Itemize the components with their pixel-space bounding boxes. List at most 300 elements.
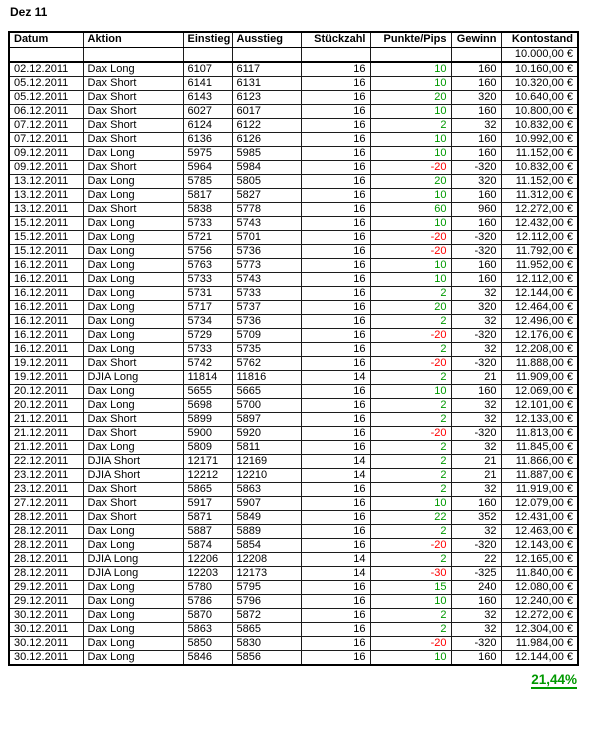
- cell-gewinn: 160: [451, 496, 501, 510]
- cell-gewinn: 160: [451, 272, 501, 286]
- cell-datum: 13.12.2011: [9, 188, 83, 202]
- cell-ausstieg: 5805: [232, 174, 301, 188]
- table-row: [9, 272, 578, 286]
- cell-ausstieg: 5701: [232, 230, 301, 244]
- cell-einstieg: 5917: [183, 496, 232, 510]
- cell-stueckzahl: 14: [301, 454, 370, 468]
- cell-einstieg: 6143: [183, 90, 232, 104]
- cell-gewinn: -325: [451, 566, 501, 580]
- cell-ausstieg: 6123: [232, 90, 301, 104]
- cell-gewinn: -320: [451, 160, 501, 174]
- cell-einstieg: 5655: [183, 384, 232, 398]
- cell-gewinn: 32: [451, 412, 501, 426]
- cell-datum: 29.12.2011: [9, 594, 83, 608]
- cell-kontostand: 10.640,00 €: [501, 90, 578, 104]
- cell-datum: 15.12.2011: [9, 244, 83, 258]
- cell-gewinn: -320: [451, 356, 501, 370]
- cell-stueckzahl: 16: [301, 482, 370, 496]
- cell-ausstieg: 5762: [232, 356, 301, 370]
- col-header-stueckzahl: Stückzahl: [301, 32, 370, 47]
- cell-ausstieg: 6131: [232, 76, 301, 90]
- cell-aktion: Dax Long: [83, 580, 183, 594]
- cell-stueckzahl: 16: [301, 426, 370, 440]
- table-row: [9, 594, 578, 608]
- cell-gewinn: 320: [451, 300, 501, 314]
- cell-ausstieg: 5743: [232, 216, 301, 230]
- cell-datum: 07.12.2011: [9, 132, 83, 146]
- cell-kontostand: 12.144,00 €: [501, 286, 578, 300]
- cell-stueckzahl: 14: [301, 370, 370, 384]
- cell-kontostand: 10.320,00 €: [501, 76, 578, 90]
- cell-kontostand: 12.165,00 €: [501, 552, 578, 566]
- cell-gewinn: 160: [451, 594, 501, 608]
- cell-gewinn: 160: [451, 216, 501, 230]
- cell-einstieg: 12206: [183, 552, 232, 566]
- cell-einstieg: 5763: [183, 258, 232, 272]
- cell-aktion: Dax Long: [83, 244, 183, 258]
- cell-datum: 05.12.2011: [9, 76, 83, 90]
- cell-datum: 09.12.2011: [9, 146, 83, 160]
- cell-aktion: Dax Short: [83, 482, 183, 496]
- cell-stueckzahl: 14: [301, 552, 370, 566]
- cell-stueckzahl: 16: [301, 216, 370, 230]
- cell-punkte-pips: 10: [370, 496, 451, 510]
- cell-ausstieg: 12173: [232, 566, 301, 580]
- cell-datum: 23.12.2011: [9, 468, 83, 482]
- cell-kontostand: 12.101,00 €: [501, 398, 578, 412]
- cell-stueckzahl: 16: [301, 398, 370, 412]
- cell-datum: 16.12.2011: [9, 258, 83, 272]
- cell-gewinn: 32: [451, 482, 501, 496]
- cell-kontostand: 12.432,00 €: [501, 216, 578, 230]
- table-row: [9, 398, 578, 412]
- cell-ausstieg: 5984: [232, 160, 301, 174]
- table-row: [9, 300, 578, 314]
- cell-datum: 15.12.2011: [9, 230, 83, 244]
- cell-punkte-pips: -20: [370, 160, 451, 174]
- table-row: [9, 552, 578, 566]
- cell-aktion: DJIA Short: [83, 454, 183, 468]
- cell-einstieg: 5786: [183, 594, 232, 608]
- cell-stueckzahl: 16: [301, 62, 370, 77]
- cell-punkte-pips: 2: [370, 482, 451, 496]
- table-row: [9, 538, 578, 552]
- cell-kontostand: 11.840,00 €: [501, 566, 578, 580]
- cell-einstieg: 5846: [183, 650, 232, 665]
- col-header-datum: Datum: [9, 32, 83, 47]
- cell-datum: 09.12.2011: [9, 160, 83, 174]
- cell-kontostand: 11.919,00 €: [501, 482, 578, 496]
- table-row: [9, 230, 578, 244]
- cell-punkte-pips: 20: [370, 90, 451, 104]
- cell-einstieg: 6107: [183, 62, 232, 77]
- cell-punkte-pips: 60: [370, 202, 451, 216]
- cell-gewinn: 32: [451, 342, 501, 356]
- cell-punkte-pips: 2: [370, 412, 451, 426]
- table-row: [9, 132, 578, 146]
- cell-ausstieg: 5856: [232, 650, 301, 665]
- cell-datum: 16.12.2011: [9, 314, 83, 328]
- cell-punkte-pips: 2: [370, 118, 451, 132]
- table-row: [9, 384, 578, 398]
- cell-datum: 16.12.2011: [9, 300, 83, 314]
- cell-datum: 16.12.2011: [9, 328, 83, 342]
- cell-datum: 16.12.2011: [9, 272, 83, 286]
- cell-gewinn: -320: [451, 244, 501, 258]
- cell-stueckzahl: 16: [301, 314, 370, 328]
- cell-stueckzahl: 16: [301, 202, 370, 216]
- cell-kontostand: 12.112,00 €: [501, 230, 578, 244]
- cell-kontostand: 10.160,00 €: [501, 62, 578, 77]
- cell-datum: 21.12.2011: [9, 440, 83, 454]
- cell-datum: 30.12.2011: [9, 608, 83, 622]
- cell-einstieg: 6124: [183, 118, 232, 132]
- cell-punkte-pips: 2: [370, 622, 451, 636]
- cell-aktion: Dax Long: [83, 328, 183, 342]
- cell-datum: 28.12.2011: [9, 510, 83, 524]
- cell-punkte-pips: 10: [370, 650, 451, 665]
- cell-einstieg: 12212: [183, 468, 232, 482]
- table-row: [9, 608, 578, 622]
- cell-datum: 19.12.2011: [9, 370, 83, 384]
- cell-kontostand: 10.832,00 €: [501, 118, 578, 132]
- cell-punkte-pips: -20: [370, 244, 451, 258]
- cell-kontostand: 11.152,00 €: [501, 174, 578, 188]
- cell-stueckzahl: 16: [301, 594, 370, 608]
- table-row: [9, 216, 578, 230]
- cell-punkte-pips: 2: [370, 454, 451, 468]
- cell-stueckzahl: 16: [301, 580, 370, 594]
- cell-stueckzahl: 16: [301, 286, 370, 300]
- cell-kontostand: 12.463,00 €: [501, 524, 578, 538]
- cell-aktion: Dax Long: [83, 636, 183, 650]
- cell-kontostand: 12.143,00 €: [501, 538, 578, 552]
- cell-punkte-pips: 10: [370, 258, 451, 272]
- cell-stueckzahl: 16: [301, 132, 370, 146]
- cell-punkte-pips: 2: [370, 398, 451, 412]
- table-row: [9, 90, 578, 104]
- cell-gewinn: 32: [451, 286, 501, 300]
- cell-gewinn: 21: [451, 468, 501, 482]
- cell-ausstieg: 5985: [232, 146, 301, 160]
- cell-datum: 28.12.2011: [9, 538, 83, 552]
- cell-aktion: Dax Long: [83, 538, 183, 552]
- cell-aktion: DJIA Short: [83, 468, 183, 482]
- total-return: [0, 672, 577, 687]
- cell-kontostand: 10.992,00 €: [501, 132, 578, 146]
- cell-datum: 21.12.2011: [9, 426, 83, 440]
- cell-datum: 13.12.2011: [9, 174, 83, 188]
- cell-stueckzahl: 16: [301, 272, 370, 286]
- cell-kontostand: 12.208,00 €: [501, 342, 578, 356]
- cell-stueckzahl: 16: [301, 510, 370, 524]
- cell-stueckzahl: 14: [301, 468, 370, 482]
- table-row: [9, 510, 578, 524]
- cell-aktion: Dax Short: [83, 356, 183, 370]
- cell-punkte-pips: 22: [370, 510, 451, 524]
- cell-einstieg: [183, 47, 232, 62]
- cell-aktion: Dax Short: [83, 90, 183, 104]
- cell-kontostand: 12.464,00 €: [501, 300, 578, 314]
- cell-gewinn: -320: [451, 538, 501, 552]
- cell-aktion: Dax Long: [83, 230, 183, 244]
- cell-stueckzahl: 16: [301, 440, 370, 454]
- cell-gewinn: 160: [451, 104, 501, 118]
- cell-aktion: Dax Long: [83, 650, 183, 665]
- cell-punkte-pips: 2: [370, 524, 451, 538]
- cell-stueckzahl: 16: [301, 524, 370, 538]
- cell-einstieg: 5734: [183, 314, 232, 328]
- cell-kontostand: 10.000,00 €: [501, 47, 578, 62]
- cell-punkte-pips: 10: [370, 188, 451, 202]
- cell-gewinn: 32: [451, 524, 501, 538]
- cell-punkte-pips: 2: [370, 342, 451, 356]
- cell-einstieg: 12171: [183, 454, 232, 468]
- cell-aktion: Dax Long: [83, 272, 183, 286]
- cell-datum: 28.12.2011: [9, 524, 83, 538]
- cell-punkte-pips: 2: [370, 314, 451, 328]
- col-header-einstieg: Einstieg: [183, 32, 232, 47]
- cell-datum: [9, 47, 83, 62]
- cell-einstieg: 5871: [183, 510, 232, 524]
- cell-kontostand: 11.312,00 €: [501, 188, 578, 202]
- cell-stueckzahl: 16: [301, 146, 370, 160]
- cell-aktion: Dax Short: [83, 496, 183, 510]
- cell-einstieg: 5964: [183, 160, 232, 174]
- cell-aktion: Dax Long: [83, 594, 183, 608]
- cell-einstieg: 5717: [183, 300, 232, 314]
- cell-kontostand: 12.176,00 €: [501, 328, 578, 342]
- cell-gewinn: 32: [451, 398, 501, 412]
- cell-punkte-pips: -20: [370, 538, 451, 552]
- cell-aktion: Dax Long: [83, 398, 183, 412]
- cell-gewinn: 32: [451, 440, 501, 454]
- cell-ausstieg: 5827: [232, 188, 301, 202]
- cell-kontostand: 12.240,00 €: [501, 594, 578, 608]
- cell-gewinn: 21: [451, 454, 501, 468]
- cell-einstieg: 5729: [183, 328, 232, 342]
- table-row: [9, 636, 578, 650]
- cell-einstieg: 5721: [183, 230, 232, 244]
- cell-stueckzahl: 16: [301, 76, 370, 90]
- cell-datum: 20.12.2011: [9, 384, 83, 398]
- cell-aktion: Dax Short: [83, 160, 183, 174]
- cell-kontostand: 12.080,00 €: [501, 580, 578, 594]
- cell-ausstieg: 12208: [232, 552, 301, 566]
- table-row: [9, 342, 578, 356]
- cell-aktion: Dax Long: [83, 258, 183, 272]
- cell-aktion: Dax Long: [83, 342, 183, 356]
- cell-stueckzahl: 16: [301, 496, 370, 510]
- table-row: [9, 440, 578, 454]
- cell-ausstieg: 5700: [232, 398, 301, 412]
- cell-gewinn: 160: [451, 146, 501, 160]
- cell-kontostand: 12.144,00 €: [501, 650, 578, 665]
- cell-stueckzahl: 16: [301, 244, 370, 258]
- cell-aktion: Dax Long: [83, 286, 183, 300]
- total-return-value: 21,44%: [531, 671, 577, 687]
- cell-kontostand: 12.133,00 €: [501, 412, 578, 426]
- cell-punkte-pips: 2: [370, 370, 451, 384]
- cell-gewinn: 160: [451, 188, 501, 202]
- cell-punkte-pips: 2: [370, 468, 451, 482]
- initial-balance-row: [9, 47, 578, 62]
- cell-datum: 07.12.2011: [9, 118, 83, 132]
- cell-kontostand: 10.832,00 €: [501, 160, 578, 174]
- cell-einstieg: 5817: [183, 188, 232, 202]
- cell-gewinn: 320: [451, 174, 501, 188]
- cell-datum: 13.12.2011: [9, 202, 83, 216]
- cell-gewinn: 352: [451, 510, 501, 524]
- cell-einstieg: 6027: [183, 104, 232, 118]
- cell-einstieg: 5698: [183, 398, 232, 412]
- cell-punkte-pips: 2: [370, 440, 451, 454]
- cell-punkte-pips: 10: [370, 132, 451, 146]
- cell-gewinn: 32: [451, 608, 501, 622]
- cell-kontostand: 10.800,00 €: [501, 104, 578, 118]
- cell-aktion: Dax Long: [83, 174, 183, 188]
- cell-aktion: Dax Short: [83, 118, 183, 132]
- cell-stueckzahl: 16: [301, 258, 370, 272]
- table-row: [9, 356, 578, 370]
- cell-kontostand: 12.431,00 €: [501, 510, 578, 524]
- cell-kontostand: 11.813,00 €: [501, 426, 578, 440]
- cell-einstieg: 5742: [183, 356, 232, 370]
- cell-datum: 02.12.2011: [9, 62, 83, 77]
- cell-einstieg: 6136: [183, 132, 232, 146]
- table-row: [9, 482, 578, 496]
- cell-ausstieg: 5872: [232, 608, 301, 622]
- cell-ausstieg: 5907: [232, 496, 301, 510]
- table-row: [9, 118, 578, 132]
- cell-aktion: DJIA Long: [83, 552, 183, 566]
- cell-kontostand: 12.272,00 €: [501, 608, 578, 622]
- cell-ausstieg: 5743: [232, 272, 301, 286]
- cell-datum: 28.12.2011: [9, 552, 83, 566]
- table-row: [9, 202, 578, 216]
- cell-punkte-pips: 10: [370, 104, 451, 118]
- cell-datum: 21.12.2011: [9, 412, 83, 426]
- cell-gewinn: 160: [451, 258, 501, 272]
- cell-ausstieg: 5735: [232, 342, 301, 356]
- cell-aktion: Dax Short: [83, 426, 183, 440]
- table-row: [9, 468, 578, 482]
- cell-aktion: Dax Long: [83, 622, 183, 636]
- cell-einstieg: 6141: [183, 76, 232, 90]
- cell-gewinn: 160: [451, 384, 501, 398]
- table-row: [9, 412, 578, 426]
- cell-kontostand: 11.887,00 €: [501, 468, 578, 482]
- cell-einstieg: 5900: [183, 426, 232, 440]
- cell-ausstieg: 5920: [232, 426, 301, 440]
- cell-ausstieg: 5773: [232, 258, 301, 272]
- cell-ausstieg: 5849: [232, 510, 301, 524]
- cell-stueckzahl: 16: [301, 622, 370, 636]
- cell-datum: 30.12.2011: [9, 636, 83, 650]
- table-row: [9, 188, 578, 202]
- cell-ausstieg: 5811: [232, 440, 301, 454]
- cell-ausstieg: 5865: [232, 622, 301, 636]
- cell-aktion: DJIA Long: [83, 370, 183, 384]
- header-row: [9, 32, 578, 47]
- cell-aktion: Dax Short: [83, 76, 183, 90]
- trades-table: [8, 31, 579, 666]
- cell-ausstieg: 12210: [232, 468, 301, 482]
- table-row: [9, 454, 578, 468]
- cell-gewinn: 160: [451, 62, 501, 77]
- cell-einstieg: 5975: [183, 146, 232, 160]
- cell-stueckzahl: 16: [301, 160, 370, 174]
- cell-punkte-pips: 10: [370, 272, 451, 286]
- cell-einstieg: 5874: [183, 538, 232, 552]
- cell-gewinn: 160: [451, 650, 501, 665]
- cell-ausstieg: 5737: [232, 300, 301, 314]
- cell-ausstieg: 6122: [232, 118, 301, 132]
- table-row: [9, 76, 578, 90]
- cell-ausstieg: [232, 47, 301, 62]
- cell-ausstieg: 5736: [232, 244, 301, 258]
- cell-einstieg: 5838: [183, 202, 232, 216]
- table-row: [9, 524, 578, 538]
- cell-einstieg: 5785: [183, 174, 232, 188]
- cell-punkte-pips: 10: [370, 384, 451, 398]
- cell-ausstieg: 5733: [232, 286, 301, 300]
- cell-punkte-pips: -20: [370, 356, 451, 370]
- cell-einstieg: 11814: [183, 370, 232, 384]
- cell-einstieg: 5733: [183, 272, 232, 286]
- cell-stueckzahl: 16: [301, 538, 370, 552]
- table-row: [9, 244, 578, 258]
- cell-stueckzahl: 14: [301, 566, 370, 580]
- cell-gewinn: 160: [451, 76, 501, 90]
- cell-gewinn: -320: [451, 328, 501, 342]
- cell-einstieg: 5733: [183, 216, 232, 230]
- cell-punkte-pips: 20: [370, 174, 451, 188]
- table-row: [9, 370, 578, 384]
- cell-kontostand: 12.496,00 €: [501, 314, 578, 328]
- cell-gewinn: 320: [451, 90, 501, 104]
- cell-ausstieg: 5897: [232, 412, 301, 426]
- col-header-gewinn: Gewinn: [451, 32, 501, 47]
- table-row: [9, 566, 578, 580]
- cell-aktion: Dax Long: [83, 608, 183, 622]
- cell-punkte-pips: 2: [370, 552, 451, 566]
- cell-gewinn: 22: [451, 552, 501, 566]
- cell-datum: 27.12.2011: [9, 496, 83, 510]
- table-row: [9, 62, 578, 77]
- cell-stueckzahl: 16: [301, 636, 370, 650]
- table-row: [9, 426, 578, 440]
- cell-kontostand: 12.272,00 €: [501, 202, 578, 216]
- table-row: [9, 104, 578, 118]
- cell-punkte-pips: 10: [370, 76, 451, 90]
- cell-aktion: Dax Short: [83, 202, 183, 216]
- col-header-punkte-pips: Punkte/Pips: [370, 32, 451, 47]
- table-row: [9, 328, 578, 342]
- cell-stueckzahl: 16: [301, 650, 370, 665]
- cell-datum: 19.12.2011: [9, 356, 83, 370]
- cell-einstieg: 5887: [183, 524, 232, 538]
- cell-einstieg: 5899: [183, 412, 232, 426]
- cell-einstieg: 5780: [183, 580, 232, 594]
- col-header-aktion: Aktion: [83, 32, 183, 47]
- cell-stueckzahl: 16: [301, 230, 370, 244]
- cell-einstieg: 5865: [183, 482, 232, 496]
- cell-ausstieg: 5889: [232, 524, 301, 538]
- cell-gewinn: 960: [451, 202, 501, 216]
- cell-kontostand: 12.079,00 €: [501, 496, 578, 510]
- cell-punkte-pips: -20: [370, 328, 451, 342]
